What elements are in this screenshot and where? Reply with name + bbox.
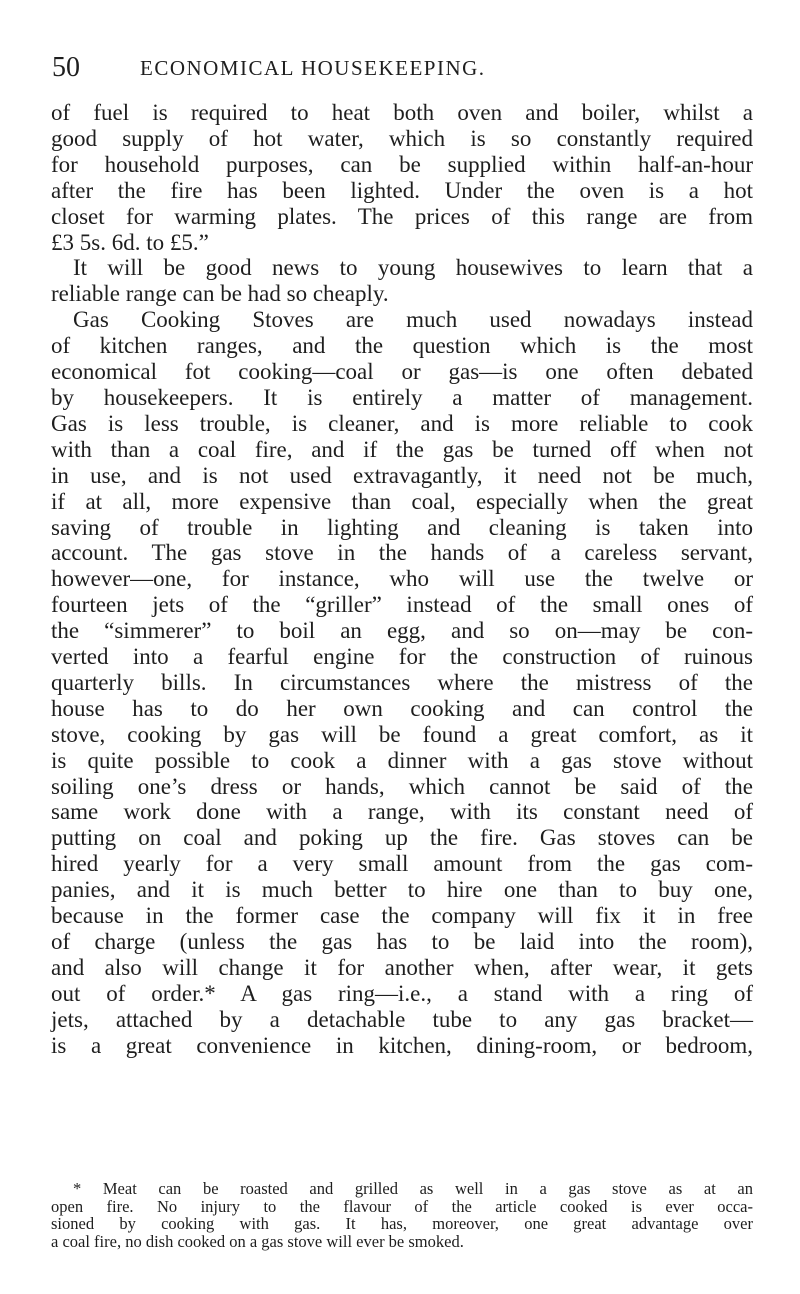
text-line: the “simmerer” to boil an egg, and so on—may be con- [51,618,753,644]
text-line: by housekeepers. It is entirely a matter of management. [51,384,753,410]
text-line: out of order.* A gas ring—i.e., a stand with a ring of [51,980,753,1006]
text-line: It will be good news to young housewives to learn that a [73,255,753,281]
text-line: of kitchen ranges, and the question which is the most [51,333,753,359]
text-line: after the fire has been lighted. Under the oven is a hot [51,177,753,203]
footnote-line: open fire. No injury to the flavour of the article cooked is ever occa- [51,1196,753,1216]
text-line: same work done with a range, with its constant need of [51,799,753,825]
text-line: of charge (unless the gas has to be laid into the room), [51,929,753,954]
footnote-line: * Meat can be roasted and grilled as well in a gas stove as at an [73,1179,753,1198]
text-line: and also will change it for another when, after wear, it gets [51,954,753,980]
text-line: with than a coal fire, and if the gas be turned off when not [51,436,753,462]
text-line: however—one, for instance, who will use the twelve or [51,566,753,592]
text-line: hired yearly for a very small amount from the gas com- [51,851,753,877]
text-line: stove, cooking by gas will be found a great comfort, as it [51,721,753,747]
text-line: jets, attached by a detachable tube to any gas bracket— [51,1006,753,1032]
text-line: closet for warming plates. The prices of this range are from [51,203,753,229]
text-line: reliable range can be had so cheaply. [51,281,389,307]
text-line: if at all, more expensive than coal, especially when the great [51,488,753,514]
text-line: of fuel is required to heat both oven and boiler, whilst a [51,100,753,125]
text-line: for household purposes, can be supplied within half-an-hour [51,151,753,177]
footnote-line: sioned by cooking with gas. It has, moreover, one great advantage over [51,1214,753,1233]
text-line: £3 5s. 6d. to £5.” [51,229,209,255]
running-head: ECONOMICAL HOUSEKEEPING. [140,56,486,80]
text-line: account. The gas stove in the hands of a careless servant, [51,540,753,566]
text-line: in use, and is not used extravagantly, it need not be much, [51,462,753,488]
text-line: house has to do her own cooking and can control the [51,695,753,721]
text-line: because in the former case the company will fix it in free [51,903,753,929]
text-line: is a great convenience in kitchen, dining-room, or bedroom, [51,1032,753,1058]
text-line: soiling one’s dress or hands, which cannot be said of the [51,773,753,799]
text-line: is quite possible to cook a dinner with a gas stove without [51,747,753,773]
text-line: economical fot cooking—coal or gas—is one often debated [51,359,753,385]
text-line: Gas Cooking Stoves are much used nowadays instead [73,307,753,333]
text-line: fourteen jets of the “griller” instead of the small ones of [51,592,753,618]
text-line: good supply of hot water, which is so constantly required [51,125,753,151]
footnote-line: a coal fire, no dish cooked on a gas stove will ever be smoked. [51,1231,464,1251]
page-number: 50 [52,52,80,83]
text-line: verted into a fearful engine for the construction of ruinous [51,644,753,670]
text-line: Gas is less trouble, is cleaner, and is more reliable to cook [51,410,753,436]
body-text [51,100,753,1059]
text-line: panies, and it is much better to hire one than to buy one, [51,877,753,903]
footnote [51,1180,753,1250]
text-line: putting on coal and poking up the fire. Gas stoves can be [51,825,753,851]
text-line: quarterly bills. In circumstances where the mistress of the [51,669,753,695]
text-line: saving of trouble in lighting and cleaning is taken into [51,514,753,540]
